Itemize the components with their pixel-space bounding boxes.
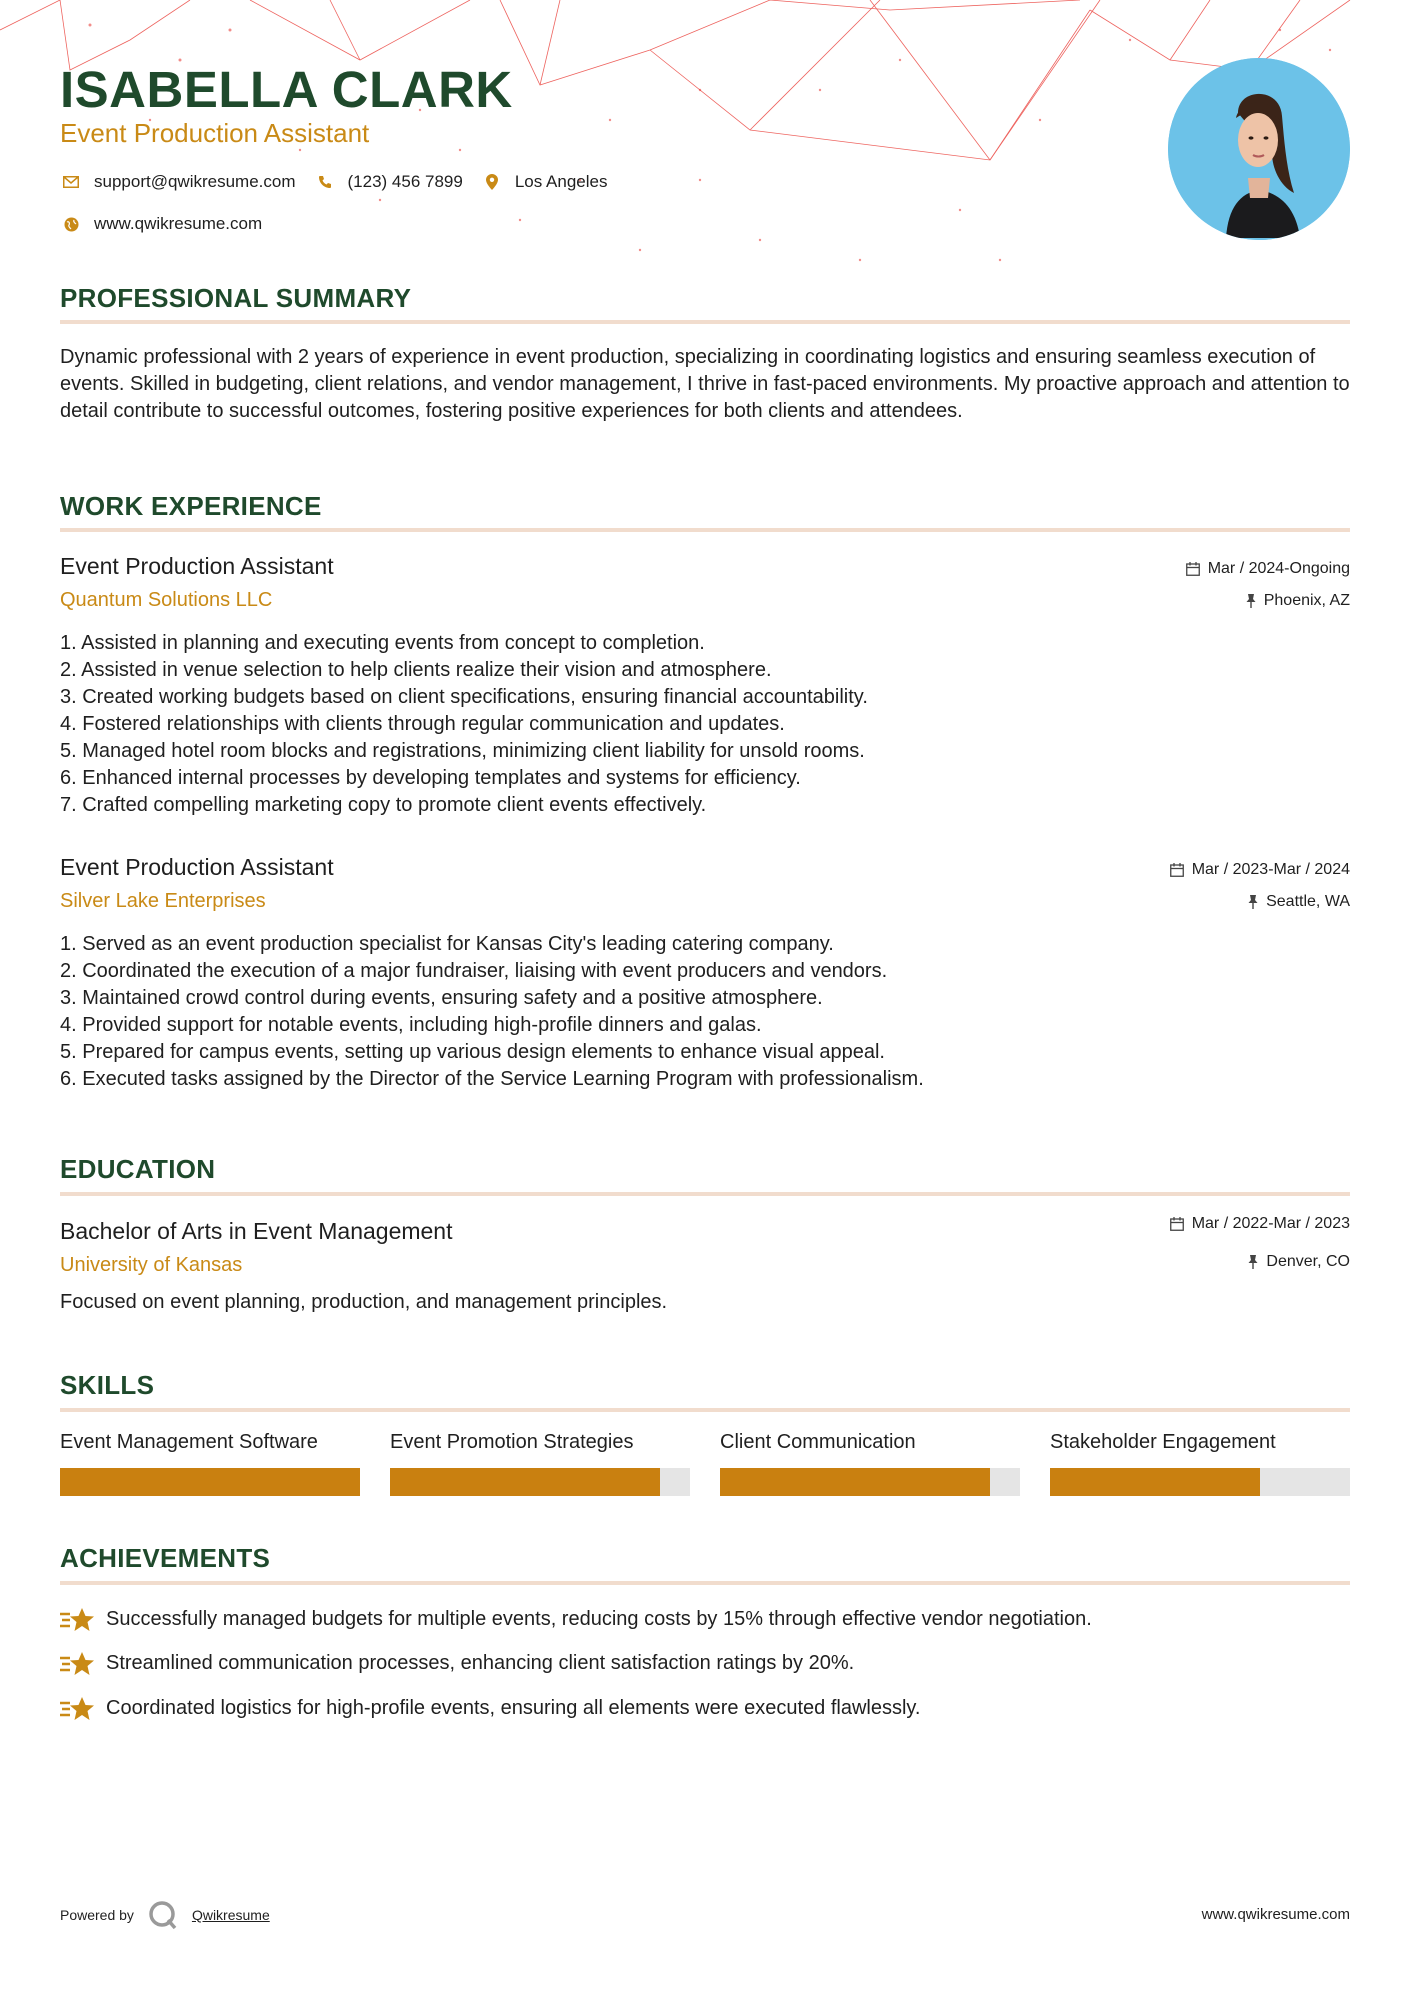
achievement-item xyxy=(60,1695,920,1721)
achievement-text: Coordinated logistics for high-profile events, ensuring all elements were executed flawlessly. xyxy=(106,1696,921,1719)
skill-bar-fill xyxy=(720,1468,990,1496)
powered-by-label: Powered by xyxy=(60,1907,134,1923)
list-item: 5. Managed hotel room blocks and registrations, minimizing client liability for unsold rooms. xyxy=(60,740,865,762)
map-pin-icon xyxy=(481,173,503,191)
job-bullet-list xyxy=(60,630,1350,819)
degree-title: Bachelor of Arts in Event Management xyxy=(60,1218,453,1244)
job-dates xyxy=(1170,861,1350,879)
star-award-icon xyxy=(60,1695,94,1721)
summary-heading: PROFESSIONAL SUMMARY xyxy=(60,283,412,313)
envelope-icon xyxy=(60,173,82,191)
education-divider xyxy=(60,1192,1350,1196)
school-name: University of Kansas xyxy=(60,1254,243,1276)
education-heading: EDUCATION xyxy=(60,1154,216,1184)
calendar-icon xyxy=(1170,863,1184,877)
skill-bar-fill xyxy=(60,1468,360,1496)
skill-bar-fill xyxy=(390,1468,660,1496)
job-dates-text: Mar / 2024-Ongoing xyxy=(1207,560,1350,577)
skill-label: Stakeholder Engagement xyxy=(1050,1431,1276,1453)
contact-website[interactable] xyxy=(60,214,262,234)
job-title: Event Production Assistant xyxy=(60,854,334,880)
summary-text: Dynamic professional with 2 years of experience in event production, specializing in coordinating logistics and ensuring seamless execution of events. Skilled in budgeting, client relations, and vendor management, I thrive in fast-paced environments. My proactive approach and attention to detail contribute to successful outcomes, fostering positive experiences for both clients and attendees. xyxy=(60,346,1350,422)
pushpin-icon xyxy=(1248,1255,1258,1269)
achievement-item xyxy=(60,1650,854,1676)
candidate-role: Event Production Assistant xyxy=(60,118,370,148)
contact-row-website xyxy=(60,214,280,234)
achievements-heading: ACHIEVEMENTS xyxy=(60,1543,271,1573)
list-item: 4. Fostered relationships with clients through regular communication and updates. xyxy=(60,713,785,735)
phone-icon xyxy=(314,173,336,191)
list-item: 6. Enhanced internal processes by developing templates and systems for efficiency. xyxy=(60,767,801,789)
list-item: 4. Provided support for notable events, including high-profile dinners and galas. xyxy=(60,1014,762,1036)
job-title: Event Production Assistant xyxy=(60,553,334,579)
qwikresume-link[interactable]: Qwikresume xyxy=(191,1907,270,1923)
achievements-divider xyxy=(60,1581,1350,1585)
list-item: 5. Prepared for campus events, setting up various design elements to enhance visual appeal. xyxy=(60,1041,885,1063)
qwikresume-logo-icon xyxy=(148,1900,178,1930)
skill-bar xyxy=(1050,1468,1350,1496)
contact-row xyxy=(60,172,625,192)
skill-bar xyxy=(720,1468,1020,1496)
star-award-icon xyxy=(60,1650,94,1676)
star-award-icon xyxy=(60,1606,94,1632)
company-name: Quantum Solutions LLC xyxy=(60,589,273,611)
candidate-name: ISABELLA CLARK xyxy=(60,61,513,118)
job-location-text: Phoenix, AZ xyxy=(1263,592,1350,609)
footer-url[interactable]: www.qwikresume.com xyxy=(1201,1906,1350,1923)
list-item: 2. Assisted in venue selection to help clients realize their vision and atmosphere. xyxy=(60,659,772,681)
list-item: 3. Maintained crowd control during events, ensuring safety and a positive atmosphere. xyxy=(60,987,823,1009)
job-location xyxy=(1248,893,1350,911)
skills-divider xyxy=(60,1408,1350,1412)
experience-heading: WORK EXPERIENCE xyxy=(60,491,322,521)
profile-photo xyxy=(1168,58,1350,240)
calendar-icon xyxy=(1170,1217,1184,1231)
achievement-text: Streamlined communication processes, enhancing client satisfaction ratings by 20%. xyxy=(106,1651,855,1674)
job-dates xyxy=(1186,560,1350,578)
education-location xyxy=(1248,1253,1350,1271)
list-item: 6. Executed tasks assigned by the Director of the Service Learning Program with professionalism. xyxy=(60,1068,924,1090)
education-location-text: Denver, CO xyxy=(1266,1253,1350,1270)
experience-divider xyxy=(60,528,1350,532)
website-text: www.qwikresume.com xyxy=(94,214,263,233)
list-item: 1. Assisted in planning and executing events from concept to completion. xyxy=(60,632,705,654)
education-dates xyxy=(1170,1215,1350,1233)
job-location xyxy=(1246,592,1350,610)
list-item: 7. Crafted compelling marketing copy to promote client events effectively. xyxy=(60,794,707,816)
achievement-item xyxy=(60,1606,1092,1632)
achievement-text: Successfully managed budgets for multiple events, reducing costs by 15% through effective vendor negotiation. xyxy=(106,1607,1092,1630)
education-description: Focused on event planning, production, and management principles. xyxy=(60,1291,668,1313)
pushpin-icon xyxy=(1248,895,1258,909)
list-item: 1. Served as an event production specialist for Kansas City's leading catering company. xyxy=(60,933,834,955)
company-name: Silver Lake Enterprises xyxy=(60,890,266,912)
summary-divider xyxy=(60,320,1350,324)
skill-bar xyxy=(390,1468,690,1496)
job-location-text: Seattle, WA xyxy=(1266,893,1350,910)
contact-location xyxy=(481,172,608,192)
list-item: 2. Coordinated the execution of a major fundraiser, liaising with event producers and vendors. xyxy=(60,960,888,982)
job-bullet-list xyxy=(60,931,1350,1093)
skills-heading: SKILLS xyxy=(60,1370,155,1400)
education-dates-text: Mar / 2022-Mar / 2023 xyxy=(1191,1215,1350,1232)
job-dates-text: Mar / 2023-Mar / 2024 xyxy=(1191,861,1350,878)
globe-icon xyxy=(60,215,82,233)
calendar-icon xyxy=(1186,562,1200,576)
skill-bar-fill xyxy=(1050,1468,1260,1496)
footer-powered-by xyxy=(60,1900,270,1930)
contact-phone[interactable] xyxy=(314,172,463,192)
pushpin-icon xyxy=(1246,594,1256,608)
location-text: Los Angeles xyxy=(514,172,608,191)
list-item: 3. Created working budgets based on client specifications, ensuring financial accountability. xyxy=(60,686,868,708)
contact-email[interactable] xyxy=(60,172,296,192)
skill-bar xyxy=(60,1468,360,1496)
phone-text: (123) 456 7899 xyxy=(347,172,463,191)
skill-label: Event Promotion Strategies xyxy=(390,1431,634,1453)
skill-label: Event Management Software xyxy=(60,1431,318,1453)
skill-label: Client Communication xyxy=(720,1431,916,1453)
email-text: support@qwikresume.com xyxy=(94,172,296,191)
